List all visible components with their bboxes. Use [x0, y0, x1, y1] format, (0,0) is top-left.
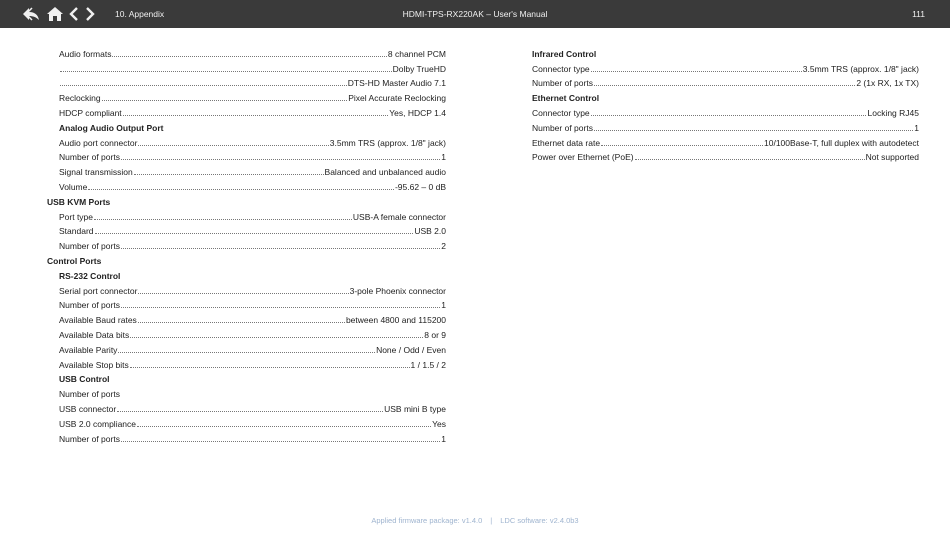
spec-label: HDCP compliant — [59, 107, 122, 118]
spec-label: Audio formats — [59, 48, 112, 59]
left-spec-column — [47, 45, 446, 445]
spec-row-eth-connector — [532, 104, 919, 119]
spec-label: Number of ports — [59, 389, 120, 400]
spec-value: between 4800 and 115200 — [345, 315, 446, 326]
spec-label: Number of ports — [59, 300, 120, 311]
spec-label: Audio port connector — [59, 137, 138, 148]
spec-value: 1 — [441, 300, 446, 311]
spec-row-serial-connector — [47, 282, 446, 297]
spec-label: Available Parity — [59, 344, 118, 355]
section-header-control-ports — [47, 252, 446, 267]
subsection-header-ethernet — [532, 89, 919, 104]
leader-dots — [121, 307, 440, 308]
spec-value: -95.62 – 0 dB — [394, 181, 446, 192]
spec-label: Power over Ethernet (PoE) — [532, 152, 634, 163]
spec-row-baud — [47, 311, 446, 326]
subsection-header-rs232 — [47, 267, 446, 282]
leader-dots — [121, 159, 440, 160]
spec-row-usb-ports — [47, 385, 446, 400]
firmware-version: Applied firmware package: v1.4.0 — [371, 516, 483, 525]
spec-value: None / Odd / Even — [376, 344, 446, 355]
spec-row-data-bits — [47, 326, 446, 341]
subsection-title: Infrared Control — [532, 48, 597, 59]
leader-dots — [137, 426, 431, 427]
leader-dots — [130, 367, 410, 368]
spec-row-signal — [47, 163, 446, 178]
spec-value: 1 — [441, 433, 446, 444]
leader-dots — [138, 145, 328, 146]
spec-label: Number of ports — [532, 78, 593, 89]
spec-label: USB connector — [59, 403, 117, 414]
spec-label: Available Baud rates — [59, 315, 137, 326]
spec-row-reclocking — [47, 89, 446, 104]
spec-label: Serial port connector — [59, 285, 138, 296]
leader-dots — [118, 352, 375, 353]
spec-row-hdcp — [47, 104, 446, 119]
spec-row-analog-ports — [47, 149, 446, 164]
subsection-title: RS-232 Control — [59, 270, 121, 281]
spec-label: Volume — [59, 181, 88, 192]
spec-label: Connector type — [532, 107, 590, 118]
spec-row-poe — [532, 149, 919, 164]
spec-row-ir-connector — [532, 60, 919, 75]
top-navigation-bar — [0, 0, 950, 28]
spec-label: Port type — [59, 211, 94, 222]
spec-value: Yes, HDCP 1.4 — [389, 107, 446, 118]
leader-dots — [112, 56, 386, 57]
spec-row-eth-rate — [532, 134, 919, 149]
leader-dots — [121, 248, 440, 249]
spec-value: 1 / 1.5 / 2 — [410, 359, 446, 370]
spec-row-serial-ports — [47, 297, 446, 312]
spec-row-kvm-port-type — [47, 208, 446, 223]
leader-dots — [138, 293, 348, 294]
spec-row-usb-connector — [47, 400, 446, 415]
subsection-header-analog-audio — [47, 119, 446, 134]
spec-value: USB 2.0 — [414, 226, 446, 237]
spec-label: USB 2.0 compliance — [59, 418, 137, 429]
spec-row-audio-connector — [47, 134, 446, 149]
leader-dots — [591, 71, 802, 72]
spec-label: Available Data bits — [59, 329, 130, 340]
subsection-title: Analog Audio Output Port — [59, 122, 164, 133]
spec-value: 10/100Base-T, full duplex with autodetect — [764, 137, 919, 148]
leader-dots — [60, 71, 392, 72]
spec-row-volume — [47, 178, 446, 193]
subsection-header-usb-control — [47, 371, 446, 386]
spec-value: 8 or 9 — [424, 329, 446, 340]
spec-value: DTS-HD Master Audio 7.1 — [347, 78, 446, 89]
leader-dots — [594, 130, 913, 131]
spec-label: Reclocking — [59, 93, 101, 104]
section-title: Control Ports — [47, 255, 102, 266]
leader-dots — [138, 322, 345, 323]
leader-dots — [121, 441, 440, 442]
right-spec-column — [532, 45, 919, 163]
spec-value: 8 channel PCM — [387, 48, 446, 59]
spec-label: Number of ports — [59, 152, 120, 163]
leader-dots — [95, 233, 414, 234]
spec-value: Locking RJ45 — [867, 107, 919, 118]
spec-row-usb-compliance — [47, 415, 446, 430]
spec-label: Signal transmission — [59, 167, 133, 178]
spec-value: Pixel Accurate Reclocking — [348, 93, 446, 104]
spec-row-usb-ports-2 — [47, 430, 446, 445]
leader-dots — [117, 411, 383, 412]
spec-value: 2 — [441, 241, 446, 252]
section-label[interactable]: 10. Appendix — [115, 9, 165, 19]
spec-value: 3.5mm TRS (approx. 1/8" jack) — [329, 137, 446, 148]
spec-row-audio-formats-cont — [47, 60, 446, 75]
spec-value: USB-A female connector — [352, 211, 446, 222]
spec-row-ir-ports — [532, 75, 919, 90]
spec-row-audio-formats-cont — [47, 75, 446, 90]
leader-dots — [134, 174, 324, 175]
spec-label: Number of ports — [59, 433, 120, 444]
spec-label: Connector type — [532, 63, 590, 74]
leader-dots — [94, 219, 352, 220]
leader-dots — [102, 100, 348, 101]
spec-value: Dolby TrueHD — [392, 63, 446, 74]
spec-value: 2 (1x RX, 1x TX) — [856, 78, 919, 89]
spec-label: Standard — [59, 226, 94, 237]
software-version: LDC software: v2.4.0b3 — [500, 516, 579, 525]
spec-value: Not supported — [865, 152, 919, 163]
spec-row-kvm-standard — [47, 223, 446, 238]
leader-dots — [60, 85, 347, 86]
subsection-header-infrared — [532, 45, 919, 60]
footer-separator: | — [490, 516, 493, 525]
spec-row-stop-bits — [47, 356, 446, 371]
spec-row-kvm-ports — [47, 237, 446, 252]
leader-dots — [601, 145, 763, 146]
leader-dots — [635, 159, 865, 160]
spec-value: 3.5mm TRS (approx. 1/8" jack) — [802, 63, 919, 74]
leader-dots — [591, 115, 867, 116]
spec-row-parity — [47, 341, 446, 356]
document-title: HDMI-TPS-RX220AK – User's Manual — [402, 9, 548, 19]
leader-dots — [130, 337, 423, 338]
spec-value: 1 — [441, 152, 446, 163]
leader-dots — [594, 85, 855, 86]
spec-label: Available Stop bits — [59, 359, 129, 370]
spec-label: Number of ports — [532, 122, 593, 133]
page-number: 111 — [912, 9, 925, 19]
spec-row-eth-ports — [532, 119, 919, 134]
subsection-title: USB Control — [59, 374, 110, 385]
spec-value: 1 — [914, 122, 919, 133]
spec-value: Yes — [432, 418, 446, 429]
spec-value: 3-pole Phoenix connector — [349, 285, 446, 296]
section-header-usb-kvm — [47, 193, 446, 208]
subsection-title: Ethernet Control — [532, 93, 600, 104]
leader-dots — [123, 115, 389, 116]
spec-value: Balanced and unbalanced audio — [324, 167, 446, 178]
spec-label: Ethernet data rate — [532, 137, 601, 148]
leader-dots — [88, 189, 394, 190]
spec-label: Number of ports — [59, 241, 120, 252]
footer-version-info — [0, 516, 950, 525]
spec-value: USB mini B type — [384, 403, 446, 414]
section-title: USB KVM Ports — [47, 196, 111, 207]
spec-row-audio-formats — [47, 45, 446, 60]
